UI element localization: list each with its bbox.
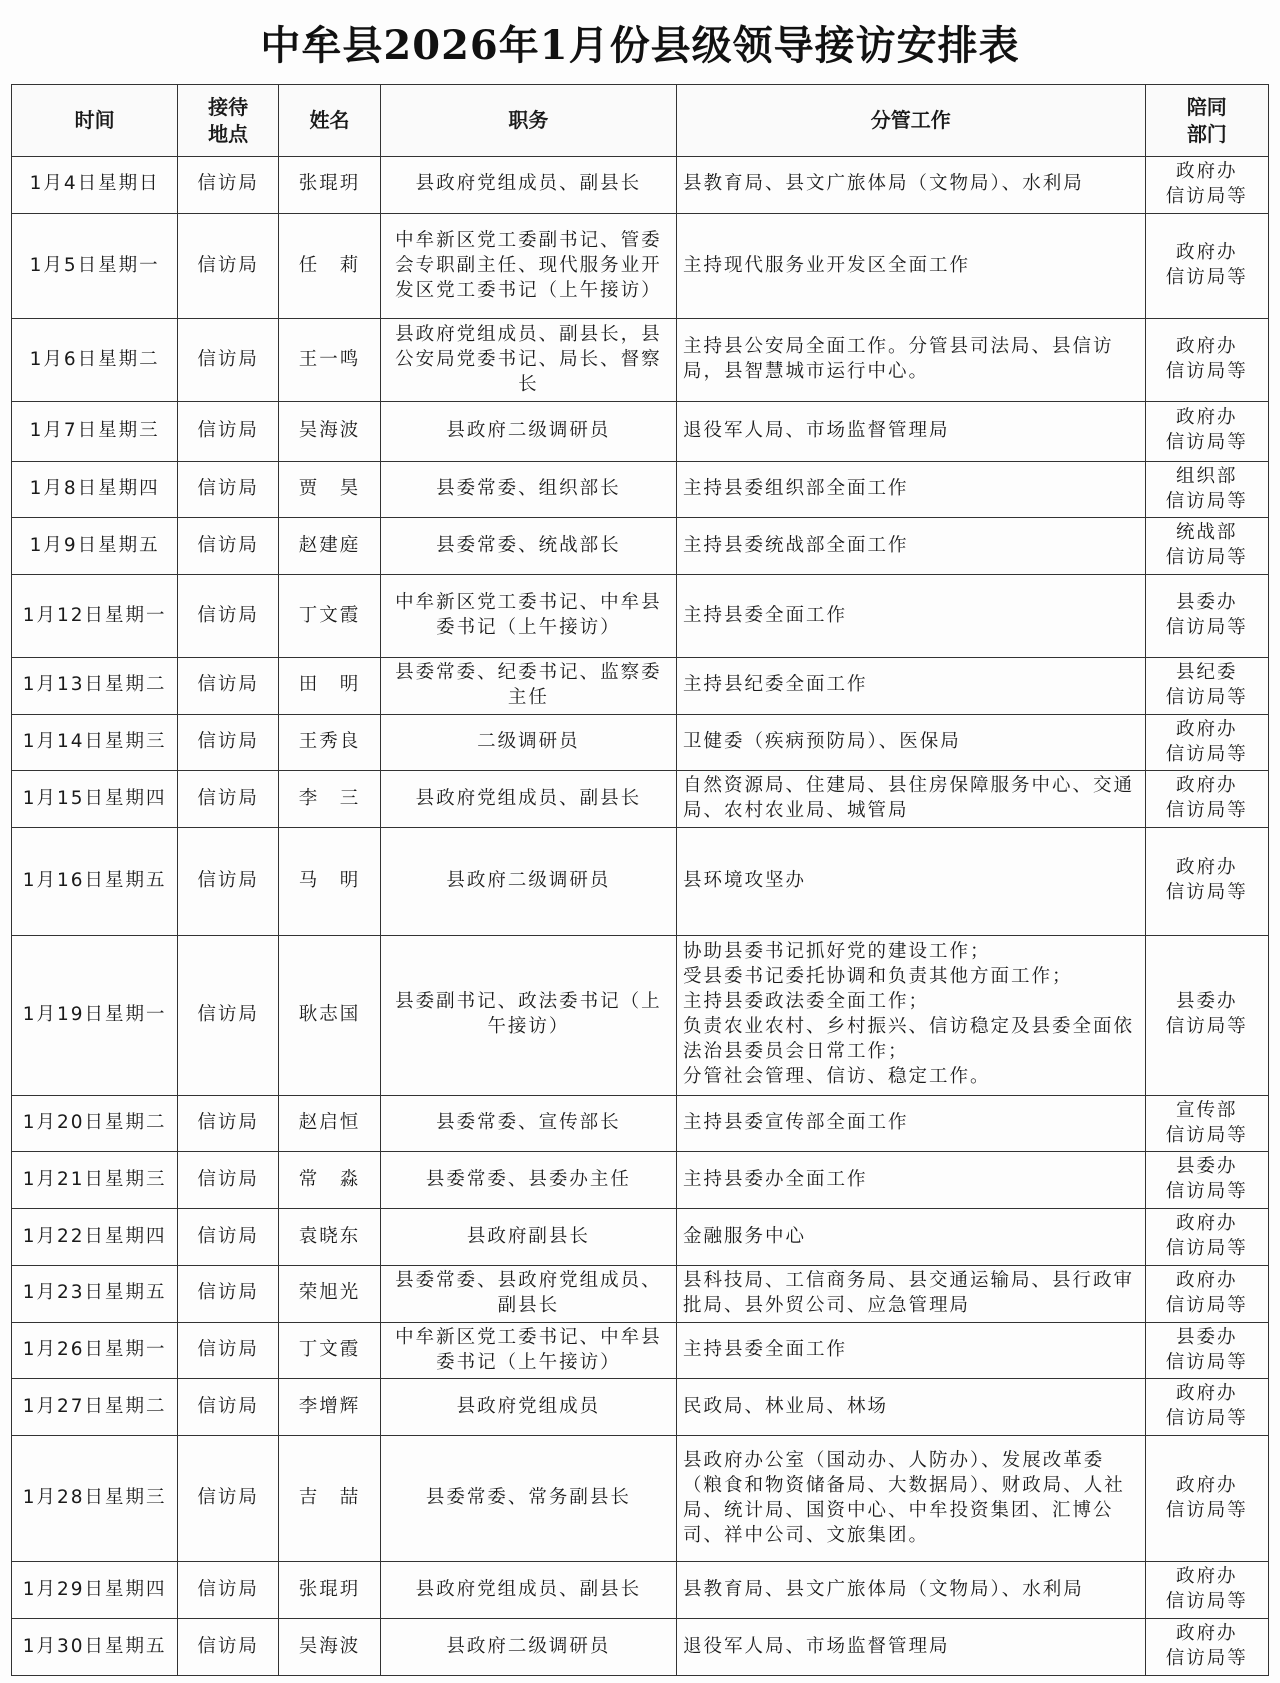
- cell-work: [676, 213, 1145, 318]
- table-row: [12, 157, 1269, 214]
- cell-name: 吉 喆: [279, 1436, 381, 1562]
- cell-location: 信访局: [178, 1436, 279, 1562]
- cell-time: 1月15日星期四: [12, 771, 178, 828]
- work-line: 主持县公安局全面工作。分管县司法局、县信访局，县智慧城市运行中心。: [682, 336, 1114, 383]
- cell-dept: [1145, 319, 1268, 402]
- cell-name: 袁晓东: [279, 1209, 381, 1266]
- cell-dept: [1145, 401, 1268, 461]
- table-body: [12, 157, 1269, 1676]
- cell-name: 常 淼: [279, 1152, 381, 1209]
- cell-dept: [1145, 1562, 1268, 1619]
- cell-position: 县委常委、统战部长: [380, 518, 676, 575]
- dept-line: 信访局等: [1165, 1016, 1248, 1038]
- cell-dept: [1145, 1152, 1268, 1209]
- work-line: 县教育局、县文广旅体局（文物局）、水利局: [682, 1578, 1084, 1600]
- dept-line: 信访局等: [1165, 267, 1248, 289]
- cell-work: [676, 771, 1145, 828]
- cell-time: 1月8日星期四: [12, 461, 178, 518]
- cell-time: 1月28日星期三: [12, 1436, 178, 1562]
- dept-line: 信访局等: [1165, 1408, 1248, 1430]
- dept-line: 政府办: [1176, 1623, 1238, 1645]
- cell-dept: [1145, 461, 1268, 518]
- cell-time: 1月26日星期一: [12, 1322, 178, 1379]
- table-row: [12, 1152, 1269, 1209]
- cell-time: 1月6日星期二: [12, 319, 178, 402]
- table-row: [12, 935, 1269, 1095]
- cell-name: 王一鸣: [279, 319, 381, 402]
- dept-line: 政府办: [1176, 857, 1238, 879]
- cell-time: 1月16日星期五: [12, 828, 178, 935]
- cell-location: 信访局: [178, 213, 279, 318]
- cell-dept: [1145, 1095, 1268, 1152]
- cell-work: [676, 657, 1145, 714]
- cell-work: [676, 518, 1145, 575]
- cell-name: 张琨玥: [279, 1562, 381, 1619]
- cell-position: 县委常委、县委办主任: [380, 1152, 676, 1209]
- table-row: [12, 461, 1269, 518]
- cell-location: 信访局: [178, 1379, 279, 1436]
- cell-dept: [1145, 1209, 1268, 1266]
- cell-work: [676, 1095, 1145, 1152]
- cell-work: [676, 1619, 1145, 1676]
- dept-line: 县纪委: [1176, 661, 1238, 683]
- cell-name: 吴海波: [279, 401, 381, 461]
- cell-dept: [1145, 1265, 1268, 1322]
- cell-name: 任 莉: [279, 213, 381, 318]
- header-name: 姓名: [279, 85, 381, 157]
- dept-line: 县委办: [1176, 1326, 1238, 1348]
- dept-line: 政府办: [1176, 1383, 1238, 1405]
- work-line: 主持县委组织部全面工作: [682, 478, 909, 500]
- cell-location: 信访局: [178, 1209, 279, 1266]
- table-row: [12, 575, 1269, 658]
- dept-line: 信访局等: [1165, 432, 1248, 454]
- dept-line: 政府办: [1176, 1566, 1238, 1588]
- cell-name: 马 明: [279, 828, 381, 935]
- dept-line: 信访局等: [1165, 1351, 1248, 1373]
- header-dept: 陪同 部门: [1145, 85, 1268, 157]
- work-line: 协助县委书记抓好党的建设工作；: [682, 941, 991, 963]
- cell-dept: [1145, 213, 1268, 318]
- cell-name: 张琨玥: [279, 157, 381, 214]
- cell-name: 吴海波: [279, 1619, 381, 1676]
- cell-position: 二级调研员: [380, 714, 676, 771]
- cell-location: 信访局: [178, 1095, 279, 1152]
- dept-line: 县委办: [1176, 991, 1238, 1013]
- cell-location: 信访局: [178, 1265, 279, 1322]
- table-row: [12, 1095, 1269, 1152]
- cell-name: 赵启恒: [279, 1095, 381, 1152]
- work-line: 主持县委宣传部全面工作: [682, 1112, 909, 1134]
- cell-time: 1月4日星期日: [12, 157, 178, 214]
- cell-time: 1月21日星期三: [12, 1152, 178, 1209]
- cell-name: 李增辉: [279, 1379, 381, 1436]
- cell-dept: [1145, 1379, 1268, 1436]
- dept-line: 信访局等: [1165, 1648, 1248, 1670]
- cell-location: 信访局: [178, 518, 279, 575]
- table-header-row: [12, 85, 1269, 157]
- dept-line: 信访局等: [1165, 743, 1248, 765]
- header-position: 职务: [380, 85, 676, 157]
- work-line: 民政局、林业局、林场: [682, 1395, 888, 1417]
- table-row: [12, 1379, 1269, 1436]
- cell-work: [676, 1152, 1145, 1209]
- table-row: [12, 714, 1269, 771]
- cell-time: 1月19日星期一: [12, 935, 178, 1095]
- cell-work: [676, 935, 1145, 1095]
- table-row: [12, 319, 1269, 402]
- cell-work: [676, 401, 1145, 461]
- dept-line: 政府办: [1176, 1474, 1238, 1496]
- work-line: 主持现代服务业开发区全面工作: [682, 254, 970, 276]
- cell-dept: [1145, 157, 1268, 214]
- work-line: 受县委书记委托协调和负责其他方面工作；: [682, 966, 1073, 988]
- table-row: [12, 1265, 1269, 1322]
- dept-line: 政府办: [1176, 775, 1238, 797]
- cell-location: 信访局: [178, 1152, 279, 1209]
- cell-time: 1月30日星期五: [12, 1619, 178, 1676]
- work-line: 主持县委统战部全面工作: [682, 534, 909, 556]
- work-line: 主持县委政法委全面工作；: [682, 991, 929, 1013]
- cell-name: 丁文霞: [279, 575, 381, 658]
- work-line: 主持县委办全面工作: [682, 1168, 868, 1190]
- header-location: 接待 地点: [178, 85, 279, 157]
- reception-schedule-table: [11, 84, 1269, 1676]
- cell-position: 县政府党组成员、副县长: [380, 771, 676, 828]
- table-row: [12, 1562, 1269, 1619]
- dept-line: 信访局等: [1165, 490, 1248, 512]
- cell-time: 1月20日星期二: [12, 1095, 178, 1152]
- dept-line: 信访局等: [1165, 617, 1248, 639]
- cell-position: 县委常委、纪委书记、监察委主任: [380, 657, 676, 714]
- cell-location: 信访局: [178, 461, 279, 518]
- cell-work: [676, 319, 1145, 402]
- cell-position: 县委副书记、政法委书记（上午接访）: [380, 935, 676, 1095]
- cell-name: 李 三: [279, 771, 381, 828]
- work-line: 自然资源局、住建局、县住房保障服务中心、交通局、农村农业局、城管局: [682, 775, 1134, 822]
- dept-line: 信访局等: [1165, 185, 1248, 207]
- cell-position: 中牟新区党工委书记、中牟县委书记（上午接访）: [380, 575, 676, 658]
- table-row: [12, 1209, 1269, 1266]
- cell-position: 中牟新区党工委副书记、管委会专职副主任、现代服务业开发区党工委书记（上午接访）: [380, 213, 676, 318]
- cell-work: [676, 461, 1145, 518]
- cell-position: 县委常委、县政府党组成员、副县长: [380, 1265, 676, 1322]
- dept-line: 信访局等: [1165, 1238, 1248, 1260]
- cell-dept: [1145, 1619, 1268, 1676]
- dept-line: 政府办: [1176, 242, 1238, 264]
- table-row: [12, 1322, 1269, 1379]
- dept-line: 政府办: [1176, 718, 1238, 740]
- table-row: [12, 657, 1269, 714]
- cell-position: 县政府二级调研员: [380, 401, 676, 461]
- header-work: 分管工作: [676, 85, 1145, 157]
- cell-time: 1月5日星期一: [12, 213, 178, 318]
- cell-location: 信访局: [178, 935, 279, 1095]
- cell-time: 1月14日星期三: [12, 714, 178, 771]
- cell-position: 县政府二级调研员: [380, 828, 676, 935]
- work-line: 主持县委全面工作: [682, 1339, 847, 1361]
- cell-location: 信访局: [178, 575, 279, 658]
- cell-dept: [1145, 518, 1268, 575]
- cell-name: 丁文霞: [279, 1322, 381, 1379]
- work-line: 金融服务中心: [682, 1225, 806, 1247]
- cell-time: 1月29日星期四: [12, 1562, 178, 1619]
- dept-line: 信访局等: [1165, 1591, 1248, 1613]
- dept-line: 信访局等: [1165, 1499, 1248, 1521]
- cell-position: 县政府党组成员: [380, 1379, 676, 1436]
- cell-dept: [1145, 657, 1268, 714]
- work-line: 县环境攻坚办: [682, 869, 806, 891]
- dept-line: 统战部: [1176, 522, 1238, 544]
- dept-line: 宣传部: [1176, 1099, 1238, 1121]
- work-line: 县科技局、工信商务局、县交通运输局、县行政审批局、县外贸公司、应急管理局: [682, 1269, 1134, 1316]
- work-line: 分管社会管理、信访、稳定工作。: [682, 1066, 991, 1088]
- cell-location: 信访局: [178, 157, 279, 214]
- cell-work: [676, 157, 1145, 214]
- cell-dept: [1145, 771, 1268, 828]
- cell-position: 县政府党组成员、副县长: [380, 1562, 676, 1619]
- cell-name: 田 明: [279, 657, 381, 714]
- dept-line: 政府办: [1176, 336, 1238, 358]
- dept-line: 县委办: [1176, 592, 1238, 614]
- table-row: [12, 518, 1269, 575]
- cell-location: 信访局: [178, 771, 279, 828]
- cell-dept: [1145, 714, 1268, 771]
- cell-work: [676, 828, 1145, 935]
- dept-line: 信访局等: [1165, 882, 1248, 904]
- dept-line: 信访局等: [1165, 1181, 1248, 1203]
- dept-line: 政府办: [1176, 1269, 1238, 1291]
- cell-time: 1月27日星期二: [12, 1379, 178, 1436]
- table-row: [12, 828, 1269, 935]
- cell-dept: [1145, 935, 1268, 1095]
- cell-location: 信访局: [178, 657, 279, 714]
- dept-line: 县委办: [1176, 1156, 1238, 1178]
- cell-location: 信访局: [178, 828, 279, 935]
- table-row: [12, 1619, 1269, 1676]
- cell-dept: [1145, 828, 1268, 935]
- work-line: 主持县委全面工作: [682, 604, 847, 626]
- table-row: [12, 213, 1269, 318]
- cell-work: [676, 714, 1145, 771]
- cell-position: 县政府党组成员、副县长: [380, 157, 676, 214]
- dept-line: 政府办: [1176, 407, 1238, 429]
- cell-position: 县政府副县长: [380, 1209, 676, 1266]
- cell-time: 1月23日星期五: [12, 1265, 178, 1322]
- table-row: [12, 401, 1269, 461]
- cell-position: 县委常委、宣传部长: [380, 1095, 676, 1152]
- dept-line: 信访局等: [1165, 1124, 1248, 1146]
- dept-line: 信访局等: [1165, 361, 1248, 383]
- cell-dept: [1145, 1436, 1268, 1562]
- cell-location: 信访局: [178, 1322, 279, 1379]
- cell-position: 县委常委、组织部长: [380, 461, 676, 518]
- cell-work: [676, 1209, 1145, 1266]
- work-line: 县教育局、县文广旅体局（文物局）、水利局: [682, 173, 1084, 195]
- table-row: [12, 771, 1269, 828]
- cell-name: 王秀良: [279, 714, 381, 771]
- cell-work: [676, 575, 1145, 658]
- cell-time: 1月7日星期三: [12, 401, 178, 461]
- work-line: 县政府办公室（国动办、人防办）、发展改革委（粮食和物资储备局、大数据局）、财政局、人社局、统计局、国资中心、中牟投资集团、汇博公司、祥中公司、文旅集团。: [682, 1449, 1125, 1546]
- cell-dept: [1145, 575, 1268, 658]
- cell-name: 赵建庭: [279, 518, 381, 575]
- work-line: 主持县纪委全面工作: [682, 674, 868, 696]
- cell-work: [676, 1379, 1145, 1436]
- cell-location: 信访局: [178, 401, 279, 461]
- cell-name: 耿志国: [279, 935, 381, 1095]
- table-row: [12, 1436, 1269, 1562]
- cell-location: 信访局: [178, 1562, 279, 1619]
- document-title: 中牟县2026年1月份县级领导接访安排表: [260, 22, 1020, 69]
- cell-position: 中牟新区党工委书记、中牟县委书记（上午接访）: [380, 1322, 676, 1379]
- dept-line: 政府办: [1176, 160, 1238, 182]
- cell-location: 信访局: [178, 1619, 279, 1676]
- cell-time: 1月22日星期四: [12, 1209, 178, 1266]
- work-line: 卫健委（疾病预防局）、医保局: [682, 731, 961, 753]
- cell-position: 县委常委、常务副县长: [380, 1436, 676, 1562]
- cell-name: 贾 昊: [279, 461, 381, 518]
- cell-time: 1月12日星期一: [12, 575, 178, 658]
- cell-dept: [1145, 1322, 1268, 1379]
- cell-work: [676, 1436, 1145, 1562]
- work-line: 负责农业农村、乡村振兴、信访稳定及县委全面依法治县委员会日常工作；: [682, 1016, 1134, 1063]
- dept-line: 信访局等: [1165, 800, 1248, 822]
- cell-time: 1月13日星期二: [12, 657, 178, 714]
- cell-work: [676, 1562, 1145, 1619]
- dept-line: 政府办: [1176, 1213, 1238, 1235]
- cell-location: 信访局: [178, 714, 279, 771]
- dept-line: 信访局等: [1165, 1294, 1248, 1316]
- cell-name: 荣旭光: [279, 1265, 381, 1322]
- dept-line: 信访局等: [1165, 686, 1248, 708]
- cell-location: 信访局: [178, 319, 279, 402]
- dept-line: 组织部: [1176, 465, 1238, 487]
- cell-position: 县政府党组成员、副县长，县公安局党委书记、局长、督察长: [380, 319, 676, 402]
- header-time: 时间: [12, 85, 178, 157]
- cell-time: 1月9日星期五: [12, 518, 178, 575]
- cell-work: [676, 1265, 1145, 1322]
- work-line: 退役军人局、市场监督管理局: [682, 1635, 950, 1657]
- work-line: 退役军人局、市场监督管理局: [682, 419, 950, 441]
- dept-line: 信访局等: [1165, 547, 1248, 569]
- cell-position: 县政府二级调研员: [380, 1619, 676, 1676]
- cell-work: [676, 1322, 1145, 1379]
